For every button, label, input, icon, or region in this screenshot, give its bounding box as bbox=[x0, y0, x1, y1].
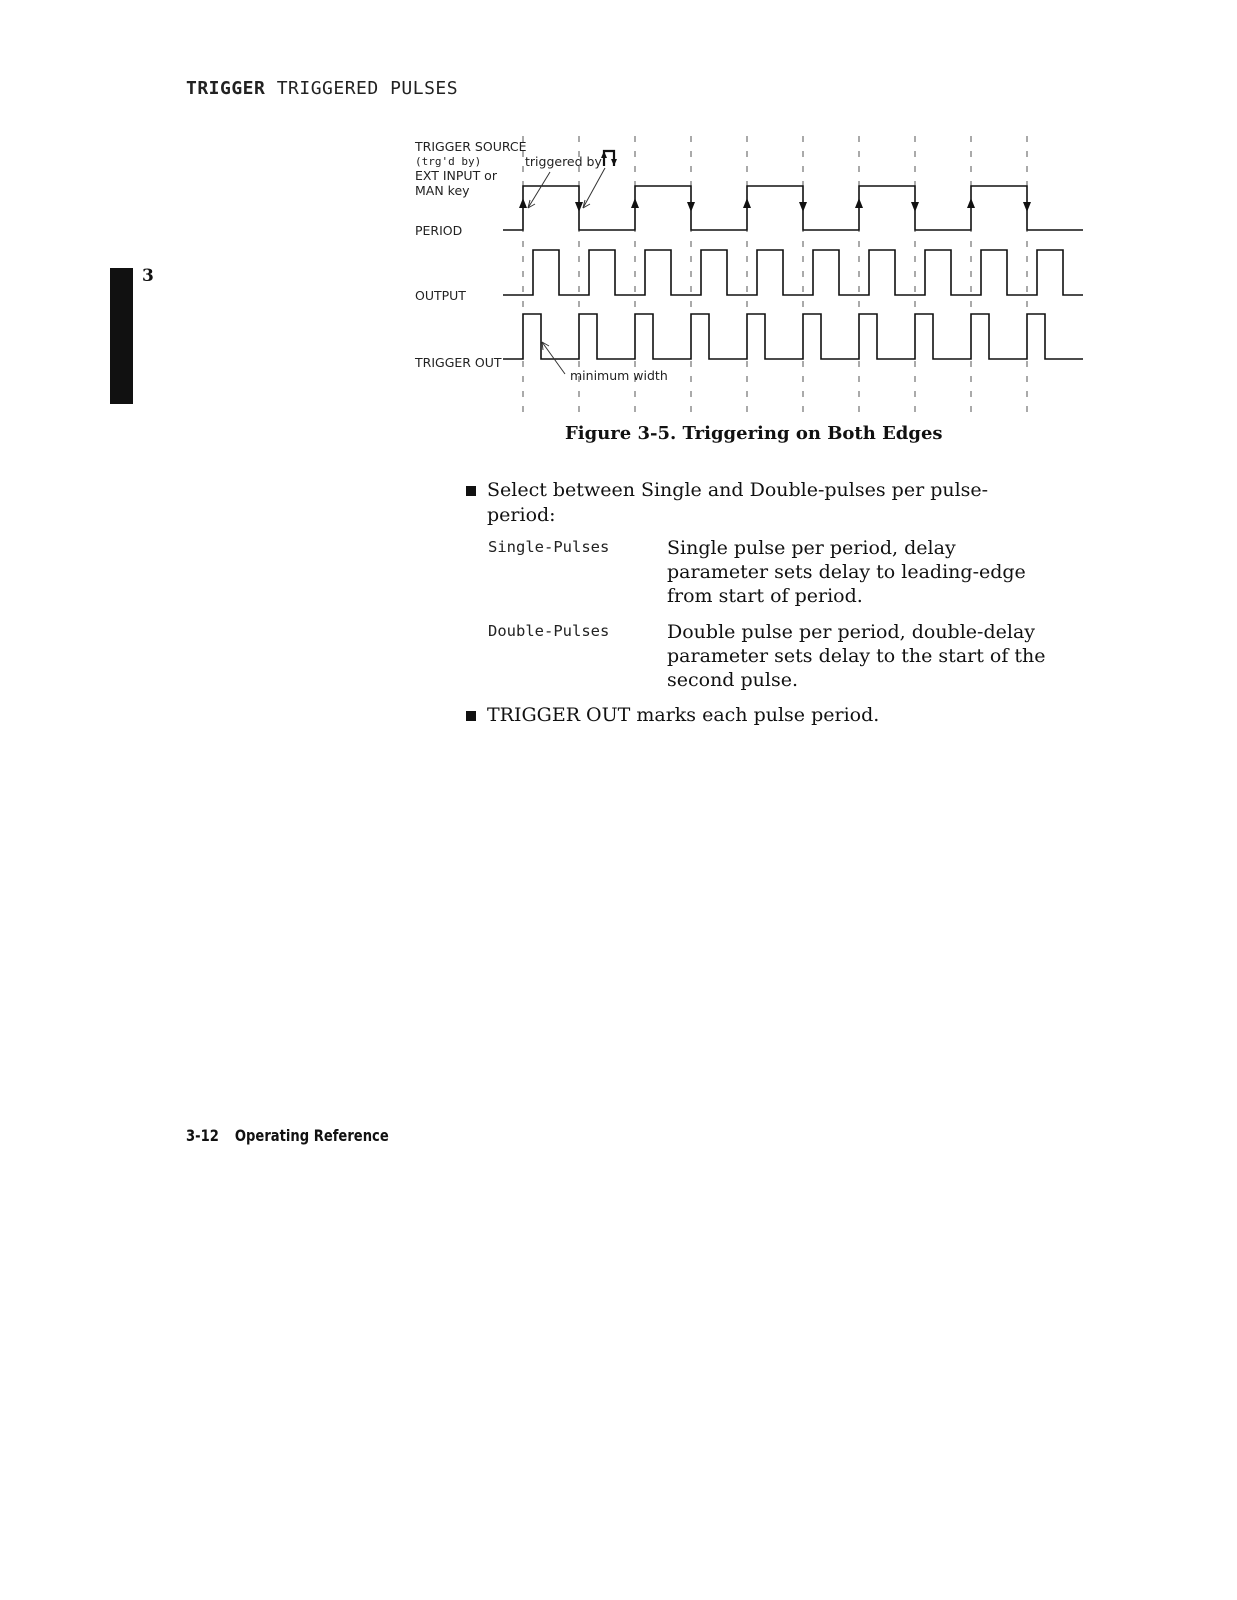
trigger-source-sublabel: (trg'd by) bbox=[415, 155, 482, 168]
chapter-tab-bar bbox=[110, 268, 133, 404]
trigger-out-waveform bbox=[503, 314, 1083, 359]
definition-term: Single-Pulses bbox=[488, 538, 610, 556]
definition-description: Single pulse per period, delay parameter sets delay to leading-edge from start of period. bbox=[667, 537, 1026, 607]
rising-edge-arrow bbox=[967, 198, 975, 208]
rising-edge-arrow bbox=[631, 198, 639, 208]
period-label: PERIOD bbox=[415, 223, 463, 238]
timing-waveforms bbox=[503, 186, 1083, 359]
definition-term: Double-Pulses bbox=[488, 622, 610, 640]
falling-edge-arrow bbox=[799, 202, 807, 212]
figure-caption: Figure 3-5. Triggering on Both Edges bbox=[565, 423, 943, 444]
timing-diagram bbox=[400, 128, 1100, 428]
page-footer bbox=[186, 1126, 389, 1145]
page-header bbox=[186, 78, 458, 99]
bullet-square-icon bbox=[466, 486, 476, 496]
output-waveform bbox=[503, 250, 1083, 295]
both-edges-icon bbox=[601, 151, 617, 166]
output-label: OUTPUT bbox=[415, 288, 466, 303]
footer-section-title: Operating Reference bbox=[234, 1126, 389, 1145]
trigger-edge-arrows bbox=[519, 198, 1031, 212]
falling-edge-arrow bbox=[1023, 202, 1031, 212]
header-keyword: TRIGGER bbox=[186, 78, 266, 99]
chapter-tab-number: 3 bbox=[142, 266, 154, 286]
minimum-width-label: minimum width bbox=[570, 368, 668, 383]
rising-edge-arrow bbox=[519, 198, 527, 208]
trigger-out-label: TRIGGER OUT bbox=[415, 355, 502, 370]
annotation-pointers bbox=[528, 168, 605, 374]
triggered-by-label: triggered by bbox=[525, 154, 602, 169]
ext-input-label: EXT INPUT or bbox=[415, 168, 497, 183]
definition-description: Double pulse per period, double-delay parameter sets delay to the start of the second pulse. bbox=[667, 621, 1046, 691]
bullet-square-icon bbox=[466, 711, 476, 721]
trigger-source-label: TRIGGER SOURCE bbox=[415, 139, 527, 154]
falling-edge-arrow bbox=[575, 202, 583, 212]
footer-page-number: 3-12 bbox=[186, 1126, 219, 1145]
period-waveform bbox=[503, 186, 1083, 230]
rising-edge-arrow bbox=[855, 198, 863, 208]
falling-edge-arrow bbox=[687, 202, 695, 212]
man-key-label: MAN key bbox=[415, 183, 470, 198]
falling-edge-arrow bbox=[911, 202, 919, 212]
bullet-text: TRIGGER OUT marks each pulse period. bbox=[487, 704, 880, 726]
bullet-text: Select between Single and Double-pulses per pulse-period: bbox=[487, 479, 989, 526]
header-title: TRIGGERED PULSES bbox=[276, 78, 459, 99]
rising-edge-arrow bbox=[743, 198, 751, 208]
